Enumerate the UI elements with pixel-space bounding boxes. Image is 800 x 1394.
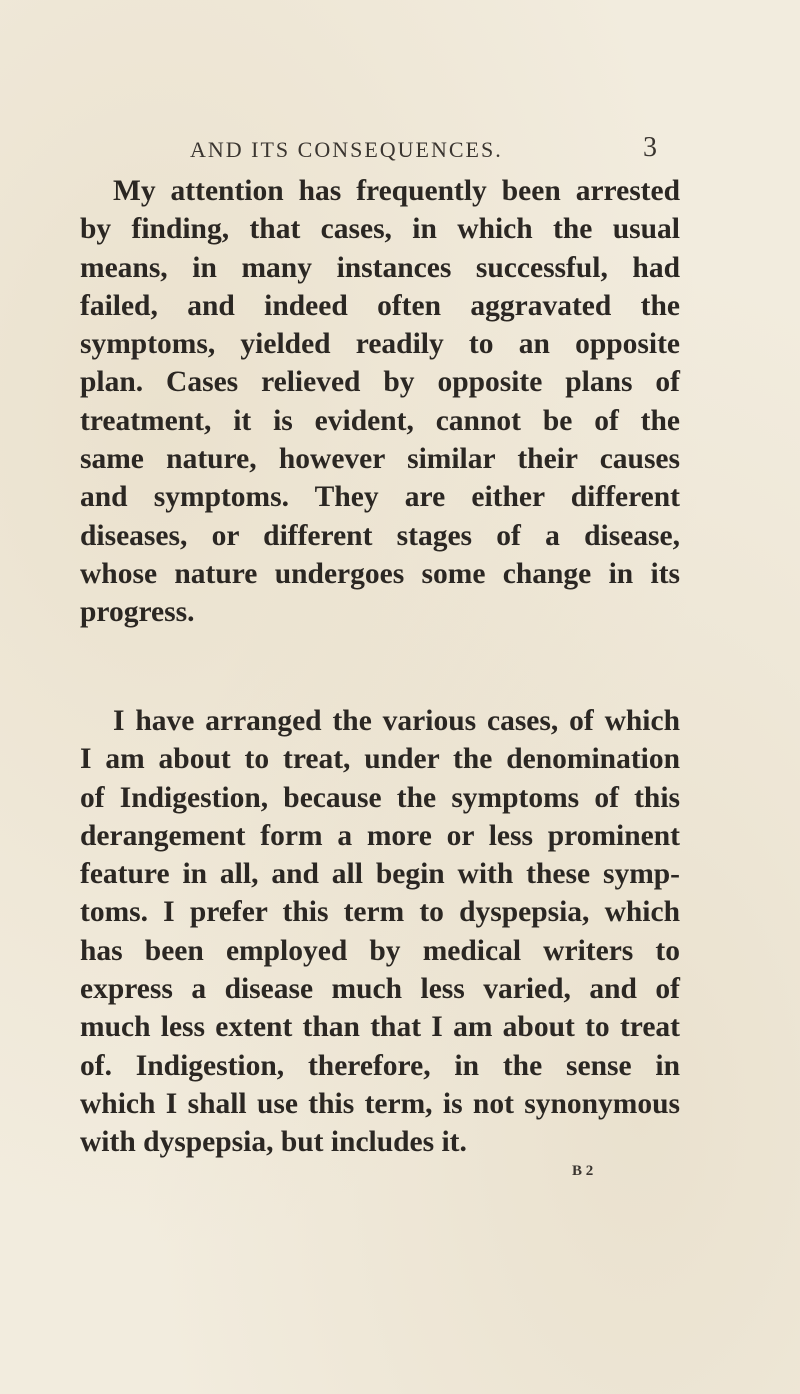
text-line: has been employed by medical writers to bbox=[80, 934, 680, 967]
text-line: feature in all, and all begin with these symp- bbox=[80, 858, 680, 891]
text-line: same nature, however similar their causes bbox=[80, 443, 680, 476]
page-number: 3 bbox=[643, 132, 657, 163]
text-line: I am about to treat, under the denomination bbox=[80, 743, 680, 776]
running-head: AND ITS CONSEQUENCES. bbox=[190, 137, 503, 162]
text-line: by finding, that cases, in which the usual bbox=[80, 213, 680, 246]
text-line: whose nature undergoes some change in its bbox=[80, 557, 680, 590]
paragraph-1 bbox=[80, 172, 680, 632]
text-line: plan. Cases relieved by opposite plans of bbox=[80, 366, 680, 399]
text-line: derangement form a more or less prominent bbox=[80, 819, 680, 852]
text-line: symptoms, yielded readily to an opposite bbox=[80, 328, 680, 361]
text-line: much less extent than that I am about to treat bbox=[80, 1011, 680, 1044]
text-line: progress. bbox=[80, 596, 195, 629]
text-line: My attention has frequently been arrested bbox=[113, 175, 680, 207]
text-line: of. Indigestion, therefore, in the sense in bbox=[80, 1049, 680, 1082]
text-line: with dyspepsia, but includes it. bbox=[80, 1126, 467, 1159]
text-line: diseases, or different stages of a disease, bbox=[80, 519, 680, 552]
text-line: means, in many instances successful, had bbox=[80, 251, 680, 284]
text-line: failed, and indeed often aggravated the bbox=[80, 289, 680, 322]
text-line: treatment, it is evident, cannot be of the bbox=[80, 404, 680, 437]
text-line: which I shall use this term, is not synonymous bbox=[80, 1087, 680, 1120]
text-line: express a disease much less varied, and of bbox=[80, 973, 680, 1006]
signature-mark: B 2 bbox=[572, 1163, 594, 1179]
text-line: of Indigestion, because the symptoms of this bbox=[80, 781, 680, 814]
text-line: I have arranged the various cases, of which bbox=[113, 705, 680, 737]
paragraph-2 bbox=[80, 702, 680, 1162]
text-line: toms. I prefer this term to dyspepsia, which bbox=[80, 896, 680, 929]
text-line: and symptoms. They are either different bbox=[80, 481, 680, 514]
